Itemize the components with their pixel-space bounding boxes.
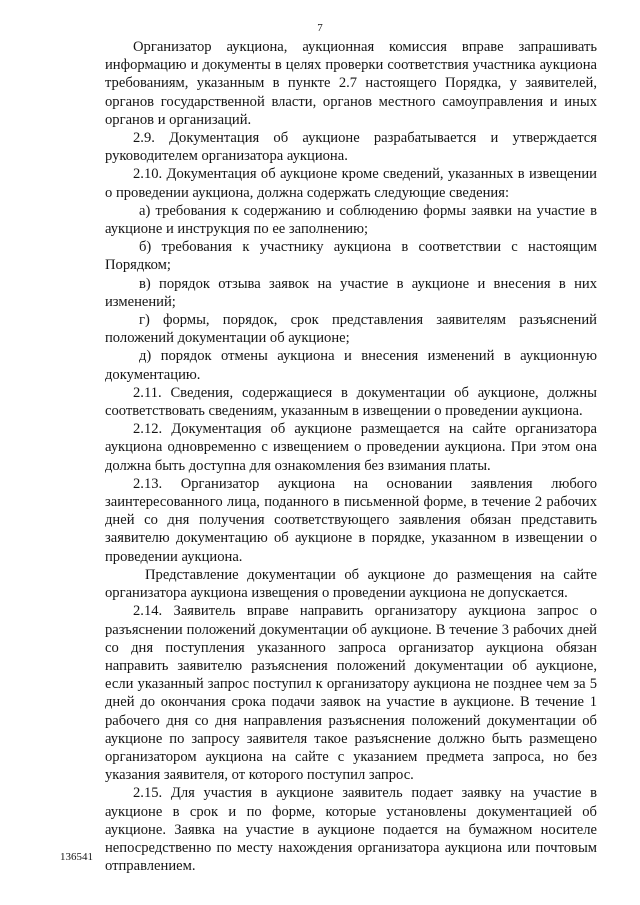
list-item-b: б) требования к участнику аукциона в соответствии с настоящим Порядком; bbox=[105, 239, 597, 274]
document-body bbox=[105, 38, 597, 875]
paragraph-2-15: 2.15. Для участия в аукционе заявитель подает заявку на участие в аукционе в срок и по форме, которые установлены документацией об аукционе. Заявка на участие в аукционе подается на бумажном носителе непосредственно по месту нахождения организатора аукциона или почтовым отправлением. bbox=[105, 785, 597, 875]
paragraph-2-11: 2.11. Сведения, содержащиеся в документации об аукционе, должны соответствовать сведениям, указанным в извещении о проведении аукциона. bbox=[105, 384, 597, 420]
paragraph-2-14: 2.14. Заявитель вправе направить организатору аукциона запрос о разъяснении положений документации об аукционе. В течение 3 рабочих дней со дня поступления указанного запроса организатор аукциона обязан направить заявителю разъяснения положений документации об аукционе, если указанный запрос поступил к организатору аукциона не позднее чем за 5 дней до окончания срока подачи заявок на участие в аукционе. В течение 1 рабочего дня со дня направления разъяснения положений документации об аукционе по запросу заявителя такое разъяснение должно быть размещено организатором аукциона на сайте с указанием предмета запроса, но без указания заявителя, от которого поступил запрос. bbox=[105, 603, 597, 784]
paragraph-intro: Организатор аукциона, аукционная комиссия вправе запрашивать информацию и документы в целях проверки соответствия участника аукциона требованиям, указанным в пункте 2.7 настоящего Порядка, у заявителей, органов государственной власти, органов местного самоуправления и иных органов и организаций. bbox=[105, 39, 597, 128]
paragraph-2-9: 2.9. Документация об аукционе разрабатывается и утверждается руководителем организатора аукциона. bbox=[105, 130, 597, 165]
paragraph-2-13-note: Представление документации об аукционе до размещения на сайте организатора аукциона извещения о проведении аукциона не допускается. bbox=[105, 566, 597, 602]
paragraph-2-10: 2.10. Документация об аукционе кроме сведений, указанных в извещении о проведении аукциона, должна содержать следующие сведения: bbox=[105, 166, 597, 201]
list-item-d: д) порядок отмены аукциона и внесения изменений в аукционную документацию. bbox=[105, 348, 597, 383]
page-number: 7 bbox=[317, 22, 323, 34]
paragraph-2-12: 2.12. Документация об аукционе размещается на сайте организатора аукциона одновременно с извещением о проведении аукциона. При этом она должна быть доступна для ознакомления без взимания платы. bbox=[105, 421, 597, 474]
list-item-v: в) порядок отзыва заявок на участие в аукционе и внесения в них изменений; bbox=[105, 275, 597, 310]
list-item-g: г) формы, порядок, срок представления заявителям разъяснений положений документации об аукционе; bbox=[105, 312, 597, 347]
document-code: 136541 bbox=[60, 851, 93, 863]
list-item-a: а) требования к содержанию и соблюдению формы заявки на участие в аукционе и инструкция по ее заполнению; bbox=[105, 202, 597, 238]
paragraph-2-13: 2.13. Организатор аукциона на основании заявления любого заинтересованного лица, поданного в письменной форме, в течение 2 рабочих дней со дня получения соответствующего заявления обязан представить заявителю документацию об аукционе в порядке, указанном в извещении о проведении аукциона. bbox=[105, 475, 597, 565]
